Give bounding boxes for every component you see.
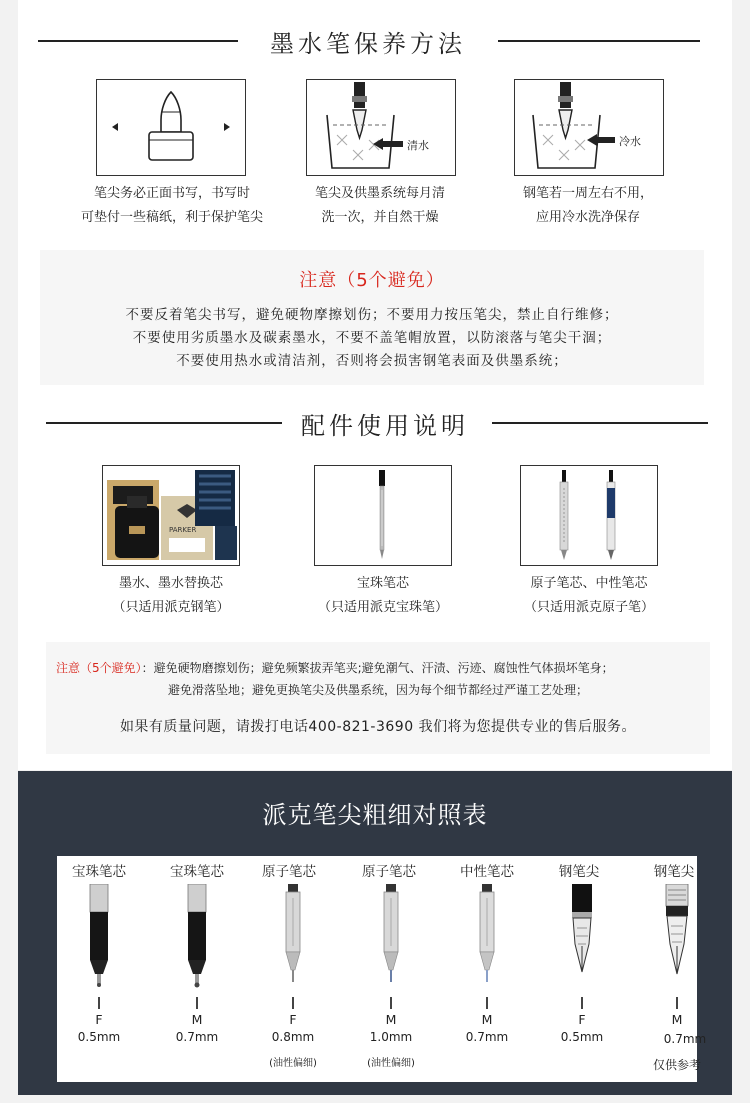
accessory-notice: [46, 642, 710, 754]
grade-3: F: [289, 1012, 297, 1027]
care-caption-1: [60, 182, 284, 230]
nib-writing-icon: [97, 80, 245, 175]
cold-water-label: 冷水: [619, 135, 641, 148]
col-header-4: 原子笔芯: [362, 864, 416, 880]
care-notice-line-3: 不要使用热水或清洁剂，否则将会损害钢笔表面及供墨系统；: [176, 353, 568, 369]
width-3: 0.8mm: [271, 1030, 315, 1044]
care-notice-line-1: 不要反着笔尖书写，避免硬物摩擦划伤；不要用力按压笔尖，禁止自行维修；: [125, 307, 619, 323]
clean-water-icon: [307, 80, 455, 175]
col-header-6: 钢笔尖: [558, 864, 600, 880]
cold-water-image: [514, 79, 664, 176]
col-header-2: 宝珠笔芯: [170, 864, 224, 880]
care-notice: [40, 250, 704, 385]
note-4: (油性偏细): [367, 1058, 415, 1069]
ballpoint-refill-f-icon: [281, 884, 305, 994]
col-header-1: 宝珠笔芯: [72, 864, 126, 880]
care-section: [18, 0, 732, 770]
accessory-note-2: （只适用派克宝珠笔）: [317, 600, 448, 615]
title-rule-left: [38, 40, 238, 42]
care-notice-line-2: 不要使用劣质墨水及碳素墨水，不要不盖笔帽放置，以防滚落与笔尖干涸；: [132, 330, 612, 346]
accessory-notice-label: 注意（5个避免）: [56, 661, 142, 675]
ink-bottle-icon: [103, 466, 239, 565]
tick-6: [581, 997, 583, 1009]
grade-2: M: [191, 1012, 203, 1027]
accessory-caption-2: [288, 572, 478, 620]
fountain-nib-f-icon: [569, 884, 595, 994]
width-6: 0.5mm: [560, 1030, 604, 1044]
tick-7: [676, 997, 678, 1009]
comparison-title: 派克笔尖粗细对照表: [262, 801, 488, 829]
cold-water-icon: [515, 80, 663, 175]
accessory-name-3: 原子笔芯、中性笔芯: [530, 576, 648, 591]
grade-1: F: [95, 1012, 103, 1027]
care-caption-2-line1: 笔尖及供墨系统每月清: [314, 186, 445, 201]
comparison-panel: [18, 771, 732, 1095]
care-caption-1-line1: 笔尖务必正面书写，书写时: [93, 186, 250, 201]
ink-bottle-image: [102, 465, 240, 566]
width-4: 1.0mm: [369, 1030, 413, 1044]
care-caption-2: [280, 182, 480, 230]
accessory-notice-line-2: 避免滑落坠地；避免更换笔尖及供墨系统，因为每个细节都经过严谨工艺处理；: [167, 683, 588, 697]
accessory-notice-line-1: ：避免硬物磨擦划伤；避免频繁拔弄笔夹;避免潮气、汗渍、污迹、腐蚀性气体损坏笔身；: [141, 661, 614, 675]
ballpoint-refill-image: [314, 465, 452, 566]
accessory-note-1: （只适用派克钢笔）: [112, 600, 230, 615]
width-7: 0.7mm: [663, 1032, 707, 1046]
col-header-7: 钢笔尖: [653, 864, 695, 880]
width-1: 0.5mm: [77, 1030, 121, 1044]
tick-4: [390, 997, 392, 1009]
care-notice-title: 注意（5个避免）: [299, 270, 445, 291]
accessories-title: 配件使用说明: [301, 412, 469, 440]
accessory-caption-3: [494, 572, 684, 620]
service-hotline-text: 如果有质量问题，请拨打电话400-821-3690 我们将为您提供专业的售后服务。: [119, 719, 637, 735]
clean-water-label: 清水: [407, 139, 429, 152]
accessory-note-3: （只适用派克原子笔）: [523, 600, 654, 615]
title-rule-right: [498, 40, 700, 42]
care-caption-2-line2: 洗一次，并自然干燥: [321, 210, 439, 225]
care-title: 墨水笔保养方法: [270, 30, 466, 58]
accessory-name-1: 墨水、墨水替换芯: [118, 576, 223, 591]
acc-rule-right: [492, 422, 708, 424]
clean-water-image: [306, 79, 456, 176]
grade-5: M: [481, 1012, 493, 1027]
rollerball-refill-f-icon: [87, 884, 111, 994]
care-caption-3-line2: 应用冷水洗净保存: [535, 210, 640, 225]
grade-7: M: [671, 1012, 683, 1027]
tick-1: [98, 997, 100, 1009]
nib-writing-image: [96, 79, 246, 176]
care-caption-1-line2: 可垫付一些稿纸，利于保护笔尖: [80, 210, 263, 225]
care-caption-3: [488, 182, 688, 230]
tick-2: [196, 997, 198, 1009]
width-5: 0.7mm: [465, 1030, 509, 1044]
ink-brand-text: PARKER: [169, 526, 197, 534]
accessory-name-2: 宝珠笔芯: [356, 576, 409, 591]
ballpoint-refill-m-icon: [379, 884, 403, 994]
gel-refill-m-icon: [475, 884, 499, 994]
width-2: 0.7mm: [175, 1030, 219, 1044]
grade-6: F: [578, 1012, 586, 1027]
nib-comparison-chart: [57, 856, 707, 1082]
note-3: (油性偏细): [269, 1058, 317, 1069]
gel-refill-image: [520, 465, 658, 566]
reference-note: 仅供参考: [652, 1058, 701, 1072]
fountain-nib-m-icon: [663, 884, 691, 994]
tick-3: [292, 997, 294, 1009]
accessory-caption-1: [76, 572, 266, 620]
rollerball-refill-m-icon: [185, 884, 209, 994]
acc-rule-left: [46, 422, 282, 424]
col-header-5: 中性笔芯: [460, 864, 514, 880]
gel-refill-icon: [521, 466, 657, 565]
grade-4: M: [385, 1012, 397, 1027]
col-header-3: 原子笔芯: [262, 864, 316, 880]
tick-5: [486, 997, 488, 1009]
care-caption-3-line1: 钢笔若一周左右不用，: [522, 186, 653, 201]
ballpoint-refill-icon: [315, 466, 451, 565]
accessory-notice-row-1: [56, 657, 700, 679]
